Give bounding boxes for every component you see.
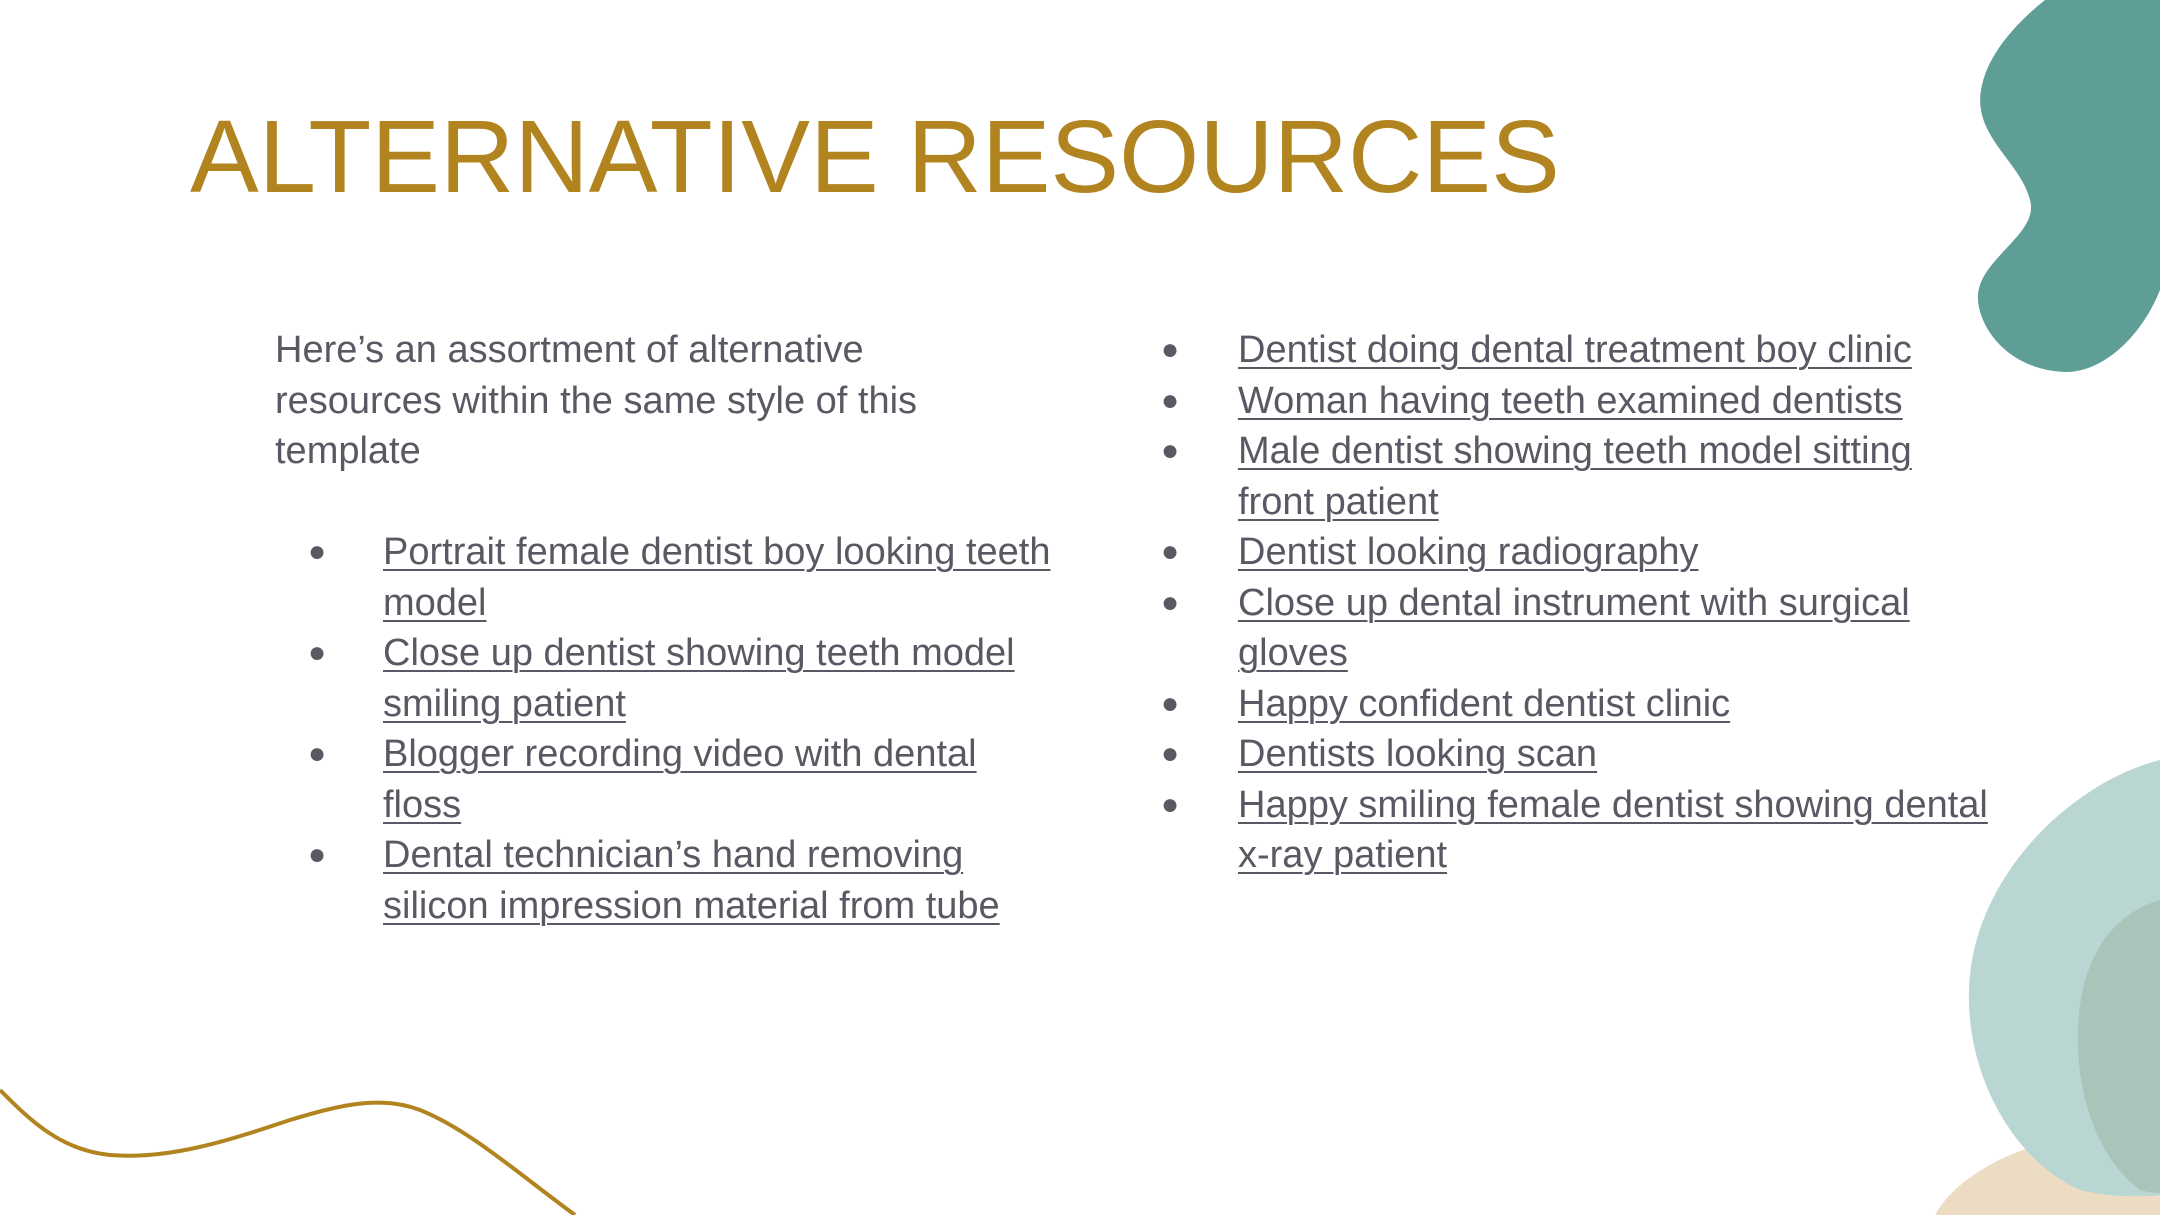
slide-title: ALTERNATIVE RESOURCES bbox=[190, 99, 1560, 214]
resource-link[interactable]: Close up dental instrument with surgical gloves bbox=[1238, 581, 1910, 674]
spacer bbox=[275, 477, 1055, 528]
resource-link[interactable]: Happy confident dentist clinic bbox=[1238, 682, 1731, 725]
bullet-icon: ● bbox=[1161, 737, 1180, 770]
list-item bbox=[1155, 527, 1995, 578]
bullet-icon: ● bbox=[1161, 535, 1180, 568]
bullet-icon: ● bbox=[1161, 434, 1180, 467]
bullet-icon: ● bbox=[1161, 333, 1180, 366]
left-link-list bbox=[275, 527, 1055, 931]
list-item bbox=[1155, 426, 1995, 527]
list-item bbox=[275, 628, 1055, 729]
list-item bbox=[275, 830, 1055, 931]
resource-link[interactable]: Close up dentist showing teeth model smiling patient bbox=[383, 632, 1015, 725]
resource-link[interactable]: Happy smiling female dentist showing dental x-ray patient bbox=[1238, 783, 1988, 876]
right-column bbox=[1155, 325, 1995, 881]
resource-link[interactable]: Dentist looking radiography bbox=[1238, 531, 1699, 573]
right-link-list bbox=[1155, 325, 1995, 881]
bullet-icon: ● bbox=[308, 535, 327, 568]
list-item bbox=[1155, 325, 1995, 376]
resource-link[interactable]: Blogger recording video with dental floss bbox=[383, 733, 977, 826]
resource-link[interactable]: Dental technician’s hand removing silicon impression material from tube bbox=[383, 834, 1000, 927]
bullet-icon: ● bbox=[308, 838, 327, 871]
resource-link[interactable]: Dentists looking scan bbox=[1238, 733, 1598, 775]
list-item bbox=[1155, 729, 1995, 780]
resource-link[interactable]: Portrait female dentist boy looking teeth model bbox=[383, 531, 1051, 624]
gold-curve bbox=[0, 1090, 575, 1215]
list-item bbox=[1155, 679, 1995, 730]
bullet-icon: ● bbox=[1161, 787, 1180, 821]
teal-blob bbox=[1978, 0, 2160, 372]
list-item bbox=[1155, 780, 1995, 881]
resource-link[interactable]: Dentist doing dental treatment boy clinic bbox=[1238, 329, 1912, 371]
resource-link[interactable]: Woman having teeth examined dentists bbox=[1238, 379, 1903, 422]
left-column bbox=[275, 325, 1055, 931]
bullet-icon: ● bbox=[1161, 383, 1180, 417]
list-item bbox=[275, 527, 1055, 628]
bullet-icon: ● bbox=[1161, 686, 1180, 720]
bullet-icon: ● bbox=[308, 737, 327, 770]
bullet-icon: ● bbox=[308, 636, 327, 669]
list-item bbox=[275, 729, 1055, 830]
resource-link[interactable]: Male dentist showing teeth model sitting front patient bbox=[1238, 430, 1912, 523]
list-item bbox=[1155, 578, 1995, 679]
list-item bbox=[1155, 376, 1995, 427]
intro-text: Here’s an assortment of alternative resources within the same style of this template bbox=[275, 329, 918, 472]
bullet-icon: ● bbox=[1161, 585, 1180, 619]
